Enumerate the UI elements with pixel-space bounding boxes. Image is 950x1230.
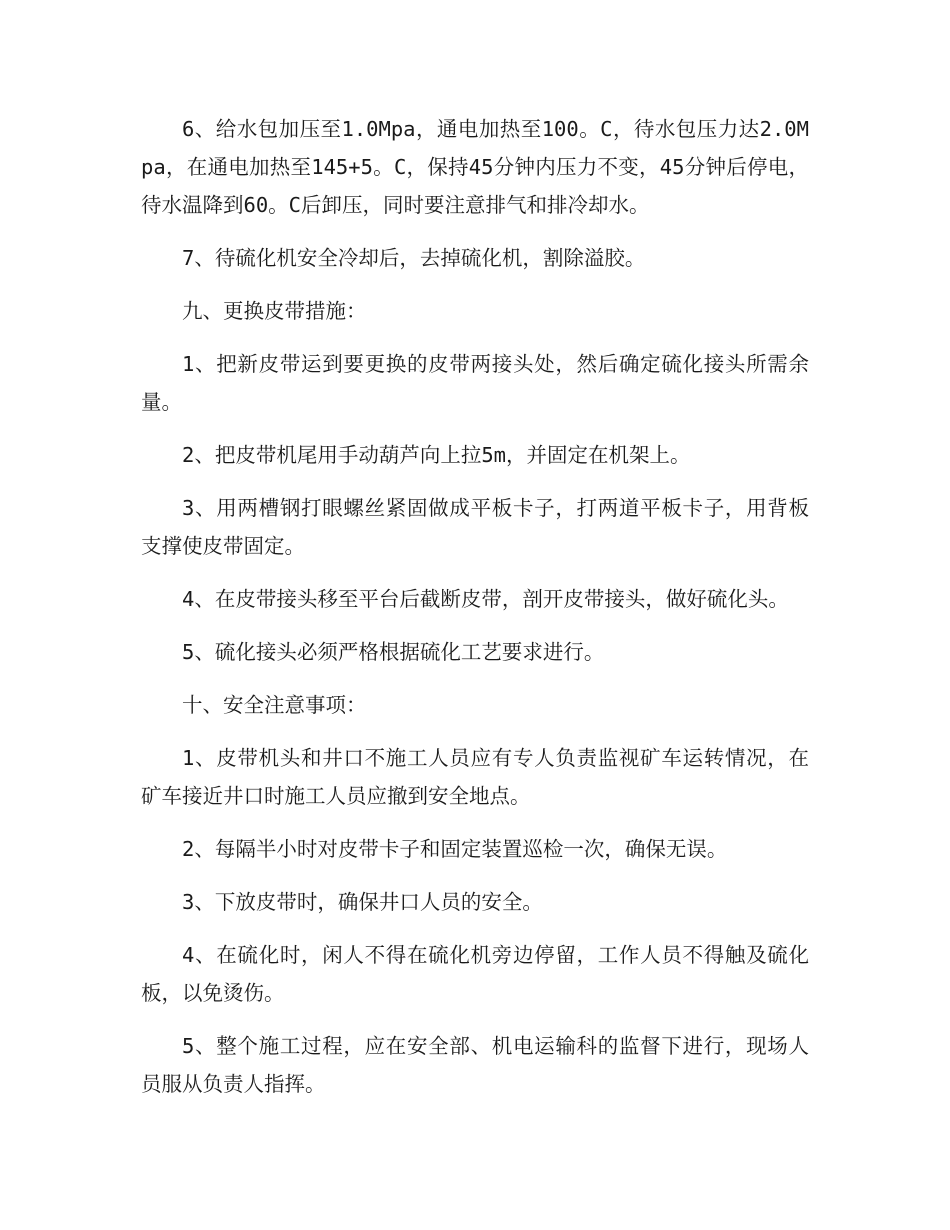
paragraph-step-6: 6、给水包加压至1.0Mpa，通电加热至100。C，待水包压力达2.0Mpa，在通电加热至145+5。C，保持45分钟内压力不变，45分钟后停电，待水温降到60。C后卸压，同时要注意排气和排冷却水。 <box>141 117 809 217</box>
paragraph-replace-2: 2、把皮带机尾用手动葫芦向上拉5m，并固定在机架上。 <box>182 443 691 467</box>
section-heading-safety: 十、安全注意事项： <box>182 693 367 717</box>
paragraph-safety-1: 1、皮带机头和井口不施工人员应有专人负责监视矿车运转情况，在矿车接近井口时施工人员应撤到安全地点。 <box>141 746 809 808</box>
paragraph-replace-5: 5、硫化接头必须严格根据硫化工艺要求进行。 <box>182 640 605 664</box>
section-heading-belt-replacement: 九、更换皮带措施： <box>182 299 367 323</box>
paragraph-replace-1: 1、把新皮带运到要更换的皮带两接头处，然后确定硫化接头所需余量。 <box>141 352 809 414</box>
paragraph-safety-3: 3、下放皮带时，确保井口人员的安全。 <box>182 890 543 914</box>
paragraph-safety-5: 5、整个施工过程，应在安全部、机电运输科的监督下进行，现场人员服从负责人指挥。 <box>141 1034 809 1096</box>
paragraph-safety-2: 2、每隔半小时对皮带卡子和固定装置巡检一次，确保无误。 <box>182 837 728 861</box>
document-body <box>141 110 809 1118</box>
paragraph-replace-4: 4、在皮带接头移至平台后截断皮带，剖开皮带接头，做好硫化头。 <box>182 587 789 611</box>
paragraph-step-7: 7、待硫化机安全冷却后，去掉硫化机，割除溢胶。 <box>182 246 646 270</box>
paragraph-safety-4: 4、在硫化时，闲人不得在硫化机旁边停留，工作人员不得触及硫化板，以免烫伤。 <box>141 943 809 1005</box>
paragraph-replace-3: 3、用两槽钢打眼螺丝紧固做成平板卡子，打两道平板卡子，用背板支撑使皮带固定。 <box>141 496 809 558</box>
